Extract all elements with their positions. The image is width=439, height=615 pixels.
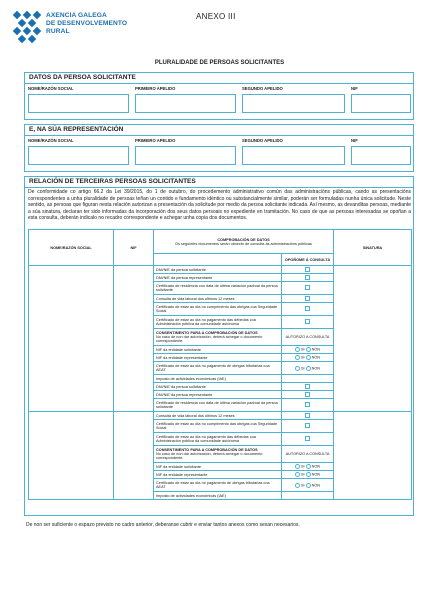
doc-label: Certificado de residencia con data de última variación padroal da persoa solicitante xyxy=(154,282,282,295)
consent-doc-label: Certificado de estar ao día no pagamento de obrigas tributarias coa AEAT xyxy=(154,362,282,375)
consent-doc-label: Imposto de actividades económicas (IAE) xyxy=(154,492,282,500)
oppose-checkbox[interactable] xyxy=(282,420,334,433)
name-label: NOME/RAZÓN SOCIAL xyxy=(28,86,74,91)
no-label: NON xyxy=(311,472,321,477)
relation-section xyxy=(24,176,414,516)
no-label: NON xyxy=(311,464,321,469)
doc-label: Certificado de estar ao día no cumprimento das obrigas coa Seguridade Social xyxy=(154,420,282,433)
no-label: NON xyxy=(311,355,321,360)
person-nif-cell[interactable] xyxy=(114,266,154,412)
col-oppose-header: OPOÑOME Á CONSULTA xyxy=(282,254,334,266)
yes-label: SI xyxy=(300,483,305,487)
surname2-field[interactable] xyxy=(242,94,345,113)
name-field[interactable] xyxy=(28,146,129,165)
doc-label: Certificado de residencia con data de última variación padroal da persoa solicitante xyxy=(154,399,282,412)
consent-doc-label: Imposto de actividades económicas (IAE) xyxy=(154,375,282,383)
col-check-title: COMPROBACIÓN DE DATOS xyxy=(217,237,270,242)
xunta-emblem-icon xyxy=(12,10,42,44)
section-title: DATOS DA PERSOA SOLICITANTE xyxy=(25,73,413,84)
surname2-label: SEGUNDO APELIDO xyxy=(242,138,283,143)
section-title: E, NA SÚA REPRESENTACIÓN xyxy=(25,125,413,136)
person-name-cell[interactable] xyxy=(29,412,114,500)
yes-no-radio[interactable] xyxy=(282,463,334,471)
section-title: RELACIÓN DE TERCEIRAS PERSOAS SOLICITANTES xyxy=(25,177,413,188)
consent-doc-label: Certificado de estar ao día no pagamento de obrigas tributarias coa AEAT xyxy=(154,479,282,492)
signature-cell[interactable] xyxy=(334,412,412,500)
no-label: NON xyxy=(311,347,321,352)
consent-doc-label: NIF da entidade representante xyxy=(154,471,282,479)
nif-field[interactable] xyxy=(351,94,411,113)
applicant-section xyxy=(24,72,414,120)
consent-text: No caso de non dar autorización, deberá achegar o documento correspondente. xyxy=(156,452,263,460)
nif-label: NIF xyxy=(351,86,358,91)
col-check-header xyxy=(154,230,334,254)
yes-no-radio[interactable] xyxy=(282,479,334,492)
col-check-sub: Os seguintes documentos serán obxecto de consulta ás administracións públicas xyxy=(175,241,312,246)
oppose-checkbox[interactable] xyxy=(282,399,334,412)
oppose-checkbox[interactable] xyxy=(282,412,334,420)
consent-doc-label: NIF da entidade solicitante xyxy=(154,463,282,471)
consent-title: CONSENTIMENTO PARA A COMPROBACIÓN DE DATOS xyxy=(156,331,258,335)
surname1-label: PRIMEIRO APELIDO xyxy=(135,86,176,91)
yes-no-radio[interactable] xyxy=(282,362,334,375)
surname2-label: SEGUNDO APELIDO xyxy=(242,86,283,91)
surname1-field[interactable] xyxy=(135,146,236,165)
person-nif-cell[interactable] xyxy=(114,412,154,500)
yes-no-radio[interactable] xyxy=(282,471,334,479)
doc-label: DNI/NIE da persoa representante xyxy=(154,391,282,399)
nif-field[interactable] xyxy=(351,146,411,165)
consent-doc-label: NIF da entidade representante xyxy=(154,354,282,362)
footer-note: De non ser suficiente o espazo previsto no cadro anterior, deberanse cubrir e enviar tantos anexos como sexan necesarios. xyxy=(26,522,300,528)
doc-label: DNI/NIE da persoa solicitante xyxy=(154,266,282,274)
name-label: NOME/RAZÓN SOCIAL xyxy=(28,138,74,143)
no-label: NON xyxy=(311,483,321,487)
no-label: NON xyxy=(311,366,321,370)
blank-cell xyxy=(154,254,282,266)
surname1-field[interactable] xyxy=(135,94,236,113)
surname1-label: PRIMEIRO APELIDO xyxy=(135,138,176,143)
doc-label: Certificado de estar ao día no cumprimento das obrigas coa Seguridade Social xyxy=(154,303,282,316)
consent-cell xyxy=(154,329,282,346)
oppose-checkbox[interactable] xyxy=(282,266,334,274)
oppose-checkbox[interactable] xyxy=(282,383,334,391)
annex-title: ANEXO III xyxy=(196,12,236,21)
org-line: RURAL xyxy=(46,28,70,35)
signature-cell[interactable] xyxy=(334,266,412,412)
authorize-header: AUTORIZO A CONSULTA xyxy=(282,329,334,346)
oppose-checkbox[interactable] xyxy=(282,295,334,303)
consent-text: No caso de non dar autorización, deberá achegar o documento correspondente. xyxy=(156,335,263,343)
oppose-checkbox[interactable] xyxy=(282,303,334,316)
col-sign-header: SINATURA xyxy=(334,230,412,266)
doc-label: Certificado de estar ao día no pagamento das débedas coa Administración pública da comunidade autónoma xyxy=(154,433,282,446)
consent-title: CONSENTIMENTO PARA A COMPROBACIÓN DE DATOS xyxy=(156,448,258,452)
nif-label: NIF xyxy=(351,138,358,143)
relation-paragraph: De conformidade co artigo 66.2 da Lei 39/2015, do 1 de outubro, do procedemento administrativo común das administracións públicas, cando as presentacións correspondentes a unha pluralidade de persoas teñan un contido e fundamento idéntico ou substancialmente similar, poderán ser formuladas nunha única solicitude. Neste sentido, as persoas que figuran nesta relación autorizan a presentación da solicitude por medio da persoa solicitante indicada. Así mesmo, as devanditas persoas, mediante a súa sinatura, declaran ter sido informadas da incorporación dos seus datos persoais no expediente en tramitación. No caso de que as persoas interesadas se opoñan a esta consulta, deberán indicalo no recadro correspondente e achegar unha copia dos documentos. xyxy=(28,189,411,222)
consent-doc-label: NIF da entidade solicitante xyxy=(154,346,282,354)
doc-label: DNI/NIE da persoa representante xyxy=(154,274,282,282)
person-name-cell[interactable] xyxy=(29,266,114,412)
col-nif-header: NIF xyxy=(114,230,154,266)
yes-label: SI xyxy=(300,347,305,352)
oppose-checkbox[interactable] xyxy=(282,316,334,329)
org-line: AXENCIA GALEGA xyxy=(46,12,107,19)
yes-no-radio[interactable] xyxy=(282,354,334,362)
representative-section xyxy=(24,124,414,172)
oppose-checkbox[interactable] xyxy=(282,391,334,399)
oppose-checkbox[interactable] xyxy=(282,433,334,446)
yes-no-radio[interactable] xyxy=(282,346,334,354)
oppose-checkbox[interactable] xyxy=(282,282,334,295)
surname2-field[interactable] xyxy=(242,146,345,165)
doc-label: Certificado de estar ao día no pagamento das débedas coa Administración pública da comunidade autónoma xyxy=(154,316,282,329)
authorize-header: AUTORIZO A CONSULTA xyxy=(282,446,334,463)
org-name xyxy=(46,12,127,36)
yes-label: SI xyxy=(300,366,305,370)
org-line: DE DESENVOLVEMENTO xyxy=(46,20,128,27)
third-parties-table xyxy=(28,229,412,500)
doc-label: Consulta de vida laboral dos últimos 12 meses xyxy=(154,412,282,420)
oppose-checkbox[interactable] xyxy=(282,274,334,282)
consent-cell xyxy=(154,446,282,463)
doc-label: DNI/NIE da persoa solicitante xyxy=(154,383,282,391)
blank-cell xyxy=(282,375,334,383)
logo xyxy=(12,10,152,50)
page-subtitle: PLURALIDADE DE PERSOAS SOLICITANTES xyxy=(154,60,285,66)
name-field[interactable] xyxy=(28,94,129,113)
yes-label: SI xyxy=(300,355,305,360)
col-name-header: NOME/RAZÓN SOCIAL xyxy=(29,230,114,266)
blank-cell xyxy=(282,492,334,500)
yes-label: SI xyxy=(300,472,305,477)
yes-label: SI xyxy=(300,464,305,469)
doc-label: Consulta de vida laboral dos últimos 12 meses xyxy=(154,295,282,303)
